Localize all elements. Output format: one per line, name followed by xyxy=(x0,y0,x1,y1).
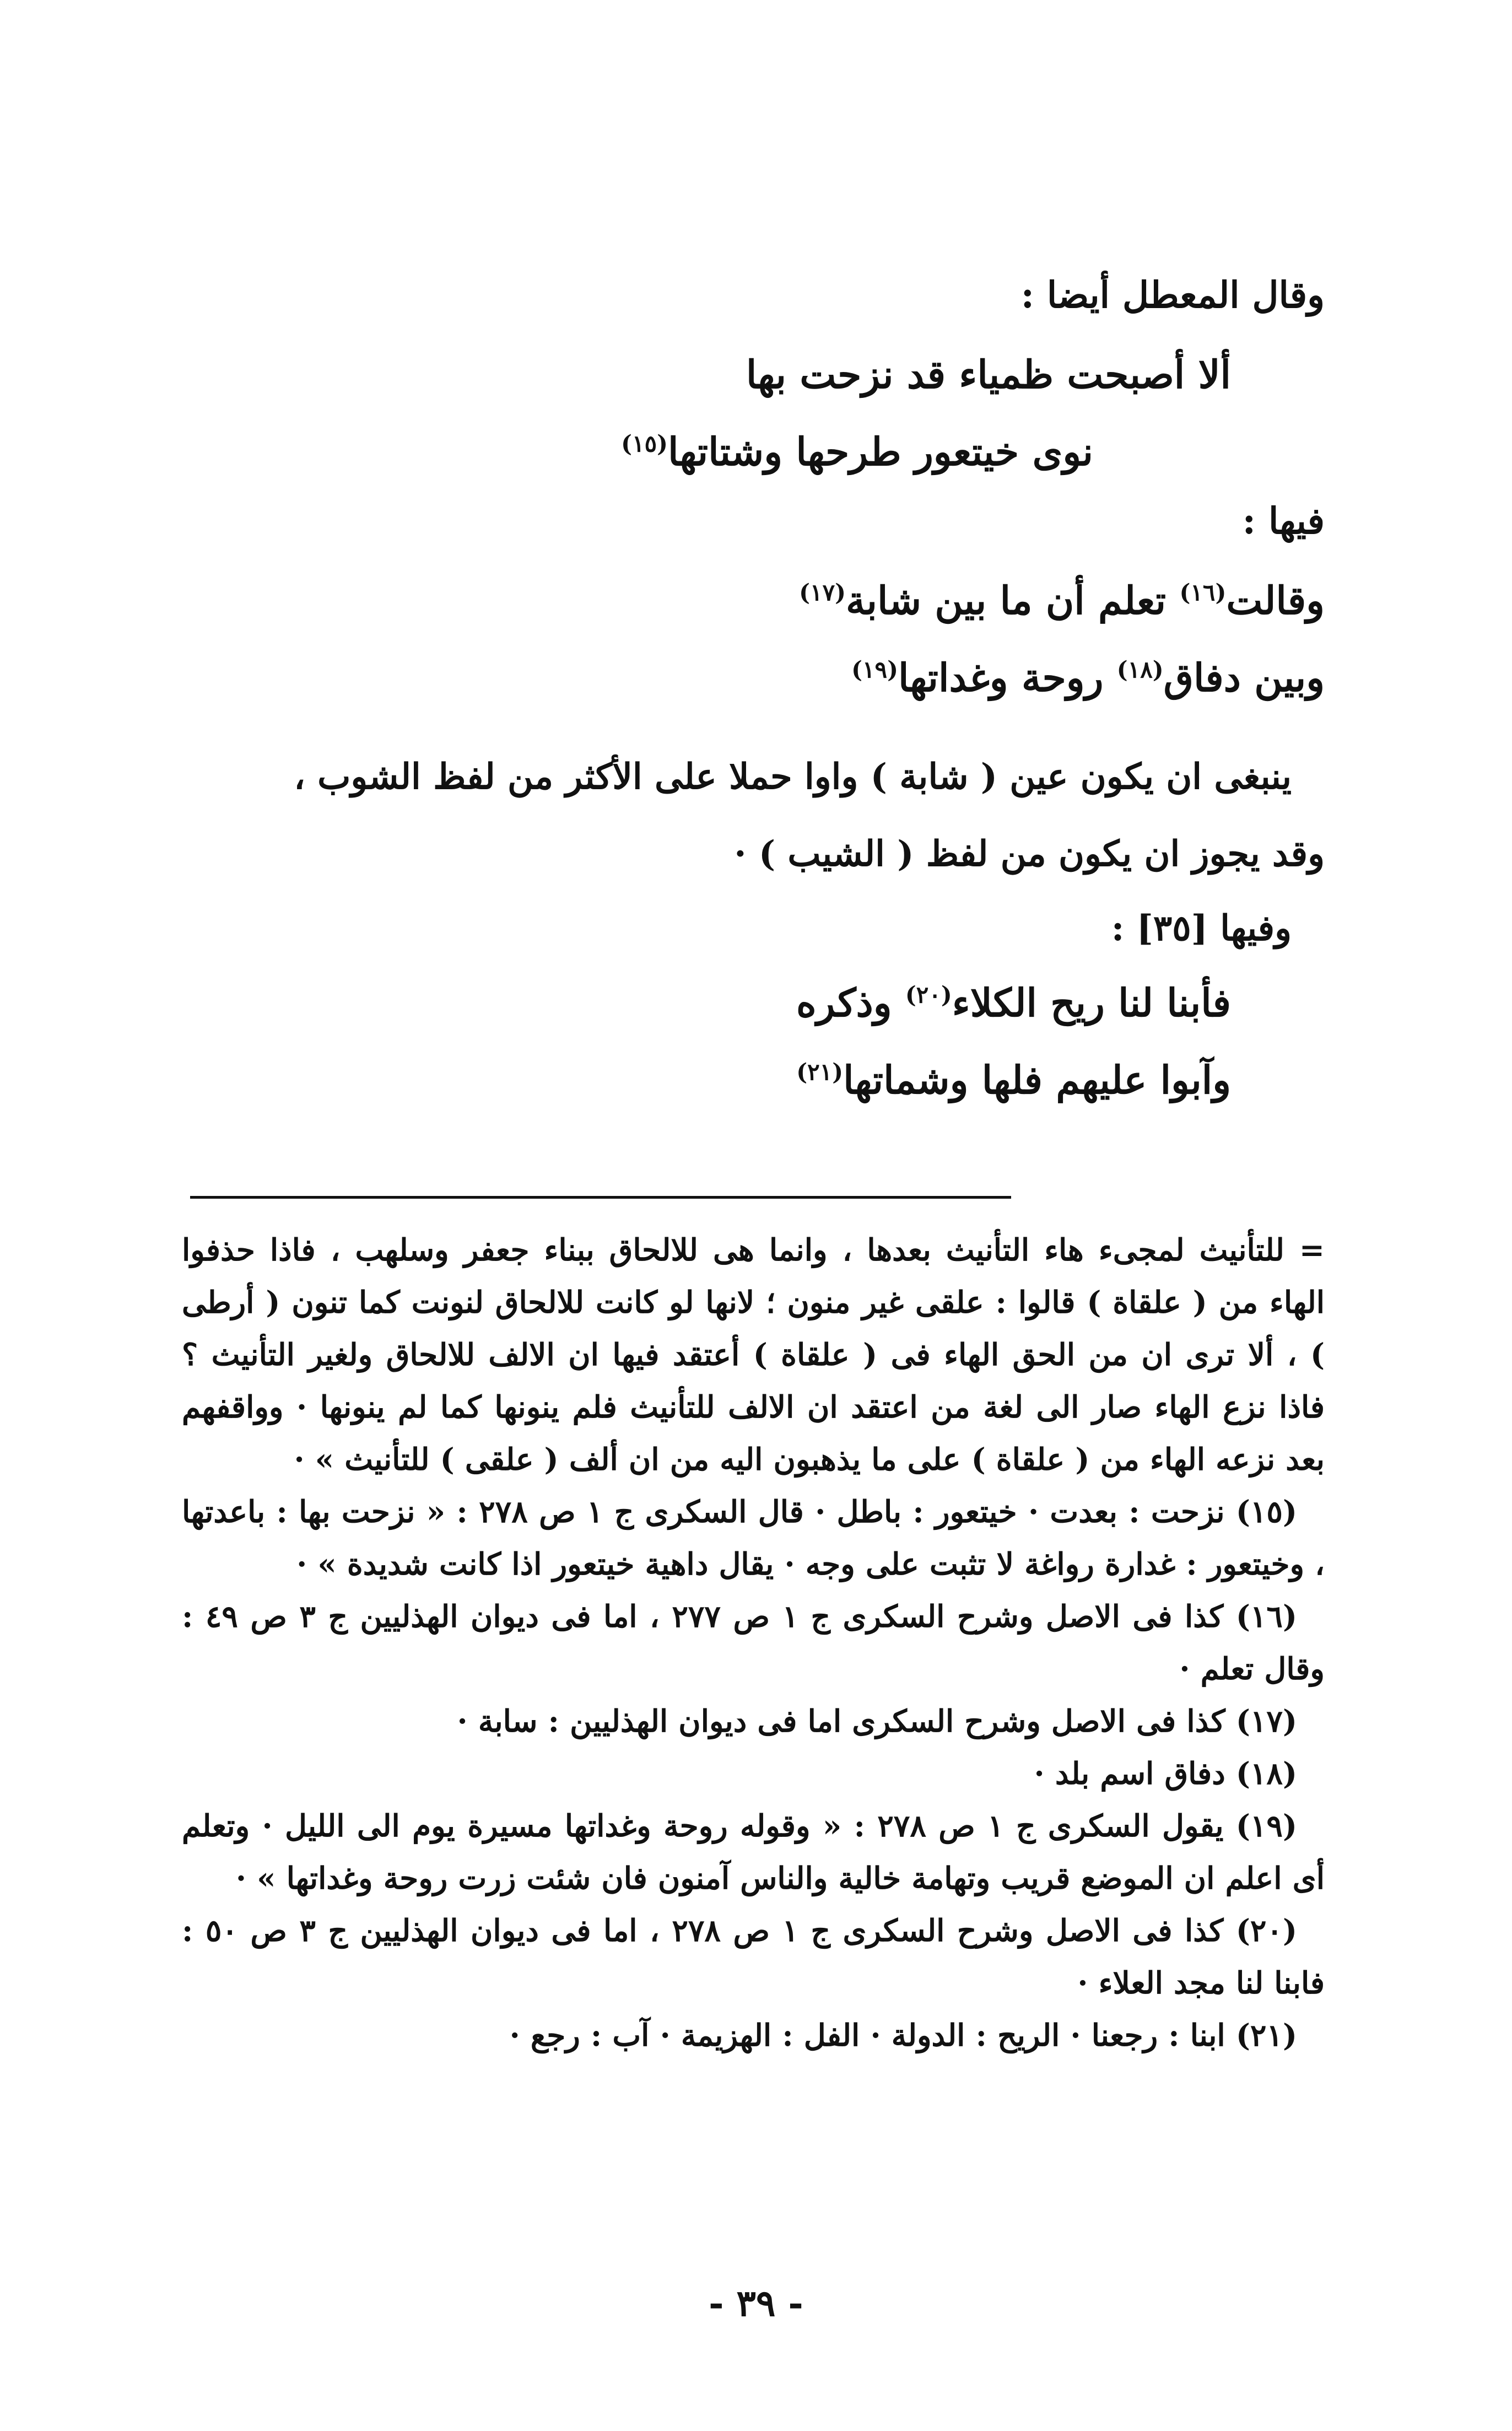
footnotes xyxy=(182,1223,1325,2061)
footnote-divider xyxy=(190,1196,1011,1199)
footnote: (١٨) دفاق اسم بلد · xyxy=(1034,1755,1297,1791)
footnote: (١٧) كذا فى الاصل وشرح السكرى اما فى ديوان الهذليين : سابة · xyxy=(457,1703,1297,1739)
verse-line xyxy=(182,639,1325,716)
footnote-ref: (١٦) xyxy=(1179,579,1227,606)
footnote: (٢٠) كذا فى الاصل وشرح السكرى ج ١ ص ٢٧٨ ، اما فى ديوان الهذليين ج ٣ ص ٥٠ : فابنا لنا مجد العلاء · xyxy=(182,1912,1325,2001)
intro-line: فيها : xyxy=(1242,499,1325,542)
verse-line xyxy=(182,336,1231,413)
verse-text: وقالت xyxy=(1226,578,1325,623)
paragraph-line: ينبغى ان يكون عين ( شابة ) واوا حملا على الأكثر من لفظ الشوب ، xyxy=(294,756,1292,797)
verse-text: تعلم أن ما بين شابة xyxy=(846,578,1167,623)
footnote: (١٥) نزحت : بعدت · خيتعور : باطل · قال السكرى ج ١ ص ٢٧٨ : « نزحت بها : باعدتها ، وخيتعور : غدارة رواغة لا تثبت على وجه · يقال داهية خيتعور اذا كانت شديدة » · xyxy=(182,1494,1325,1582)
footnote-ref: (١٨) xyxy=(1116,656,1164,683)
verse-text: وآبوا عليهم فلها وشماتها xyxy=(843,1057,1231,1103)
footnote: (١٦) كذا فى الاصل وشرح السكرى ج ١ ص ٢٧٧ ، اما فى ديوان الهذليين ج ٣ ص ٤٩ : وقال تعلم · xyxy=(182,1598,1325,1686)
footnote-ref: (٢٠) xyxy=(905,981,952,1009)
paragraph-line: وقد يجوز ان يكون من لفظ ( الشيب ) · xyxy=(734,833,1325,875)
footnote: (١٩) يقول السكرى ج ١ ص ٢٧٨ : « وقوله روحة وغداتها مسيرة يوم الى الليل · وتعلم أى اعلم ان الموضع قريب وتهامة خالية والناس آمنون فان شئت زرت روحة وغداتها » · xyxy=(182,1808,1325,1896)
footnote-ref: (١٧) xyxy=(799,579,846,606)
verse-line xyxy=(182,964,1231,1042)
footnote-ref: (١٩) xyxy=(851,656,898,683)
verse-line xyxy=(182,413,1093,490)
verse-text: وبين دفاق xyxy=(1163,655,1325,700)
intro-line: وفيها [٣٥] : xyxy=(1111,908,1292,949)
verse-line xyxy=(182,562,1325,639)
footnote: = للتأنيث لمجىء هاء التأنيث بعدها ، وانما هى للالحاق ببناء جعفر وسلهب ، فاذا حذفوا الهاء من ( علقاة ) قالوا : علقى غير منون ؛ لانها لو كانت للالحاق لنونت كما تنون ( أرطى ) ، ألا ترى ان من الحق الهاء فى ( علقاة ) أعتقد فيها ان الالف للالحاق ولغير التأنيث ؟ فاذا نزع الهاء صار الى لغة من اعتقد ان الالف للتأنيث فلم ينونها كما لم ينونها · وواقفهم بعد نزعه الهاء من ( علقاة ) على ما يذهبون اليه من ان ألف ( علقى ) للتأنيث » · xyxy=(182,1232,1325,1477)
footnote: (٢١) ابنا : رجعنا · الريح : الدولة · الفل : الهزيمة · آب : رجع · xyxy=(509,2017,1297,2053)
commentary-paragraph xyxy=(182,739,1325,893)
footnote-ref: (٢١) xyxy=(796,1058,844,1086)
verse-text: وذكره xyxy=(796,980,892,1026)
verse-line xyxy=(182,1042,1231,1119)
verse-text: نوى خيتعور طرحها وشتاتها xyxy=(668,429,1093,475)
verse-text: روحة وغداتها xyxy=(898,655,1104,700)
verse-text: فأبنا لنا ريح الكلاء xyxy=(952,980,1231,1026)
verse-text: ألا أصبحت ظمياء قد نزحت بها xyxy=(746,352,1231,397)
intro-line: وقال المعطل أيضا : xyxy=(1020,273,1325,316)
main-text xyxy=(182,265,1325,1119)
footnote-ref: (١٥) xyxy=(621,430,668,457)
page-number: - ٣٩ - xyxy=(709,2282,803,2325)
